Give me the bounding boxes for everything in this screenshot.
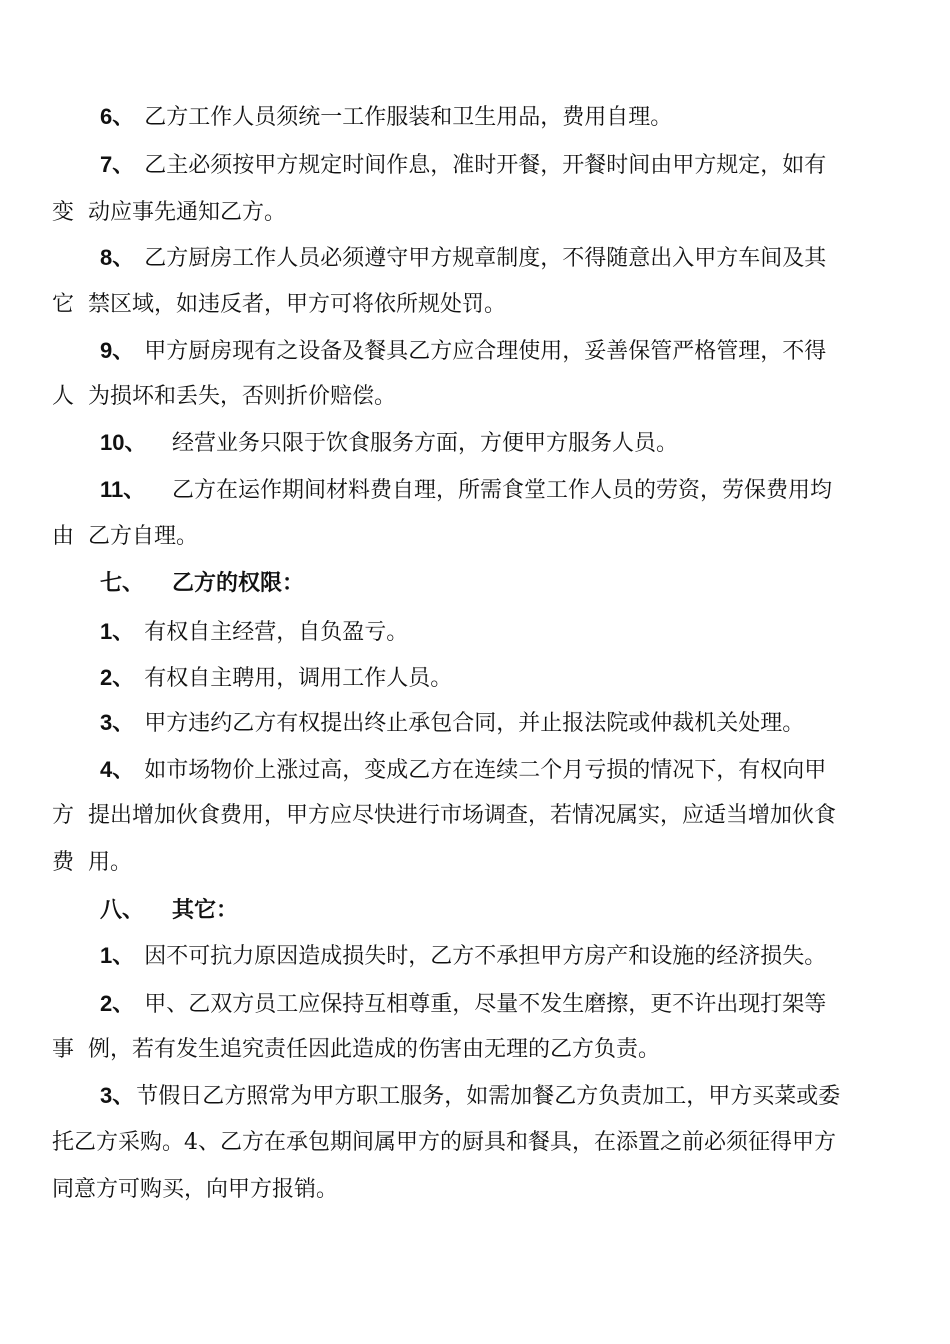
- clause-text: 乙主必须按甲方规定时间作息，准时开餐，开餐时间由甲方规定，如有: [144, 153, 827, 178]
- clause-10: [100, 429, 678, 458]
- s8-clause-3-cont: [52, 1129, 836, 1157]
- clause-text-lead: 费: [52, 850, 75, 875]
- clause-number: 3、: [100, 1083, 135, 1108]
- clause-number: 9、: [100, 338, 135, 363]
- clause-text: 有权自主聘用，调用工作人员。: [144, 666, 453, 691]
- clause-text-lead: 方: [52, 803, 75, 828]
- clause-text-lead: 它: [52, 292, 75, 317]
- clause-text: 乙方厨房工作人员必须遵守甲方规章制度，不得随意出入甲方车间及其: [144, 246, 827, 271]
- section-7-heading: [100, 570, 304, 598]
- clause-number: 4、: [100, 757, 135, 782]
- clause-8: [100, 244, 826, 273]
- clause-text-lead: 事: [52, 1037, 75, 1062]
- clause-text-cont: 动应事先通知乙方。: [88, 200, 287, 225]
- s7-clause-4: [100, 756, 826, 785]
- clause-number: 2、: [100, 991, 135, 1016]
- clause-text: 有权自主经营，自负盈亏。: [144, 620, 409, 645]
- s8-clause-2-cont: [52, 1036, 660, 1064]
- clause-text-lead: 由: [52, 524, 75, 549]
- clause-7: [100, 151, 826, 180]
- clause-text-cont: 禁区域，如违反者，甲方可将依所规处罚。: [88, 292, 507, 317]
- clause-text: 甲方违约乙方有权提出终止承包合同，并止报法院或仲裁机关处理。: [144, 711, 805, 736]
- s8-clause-3: [100, 1082, 840, 1111]
- clause-number: 6、: [100, 104, 135, 129]
- section-title: 其它：: [172, 898, 239, 923]
- clause-text-cont: 同意方可购买，向甲方报销。: [52, 1177, 339, 1202]
- s7-clause-3: [100, 709, 804, 738]
- clause-number: 10、: [100, 430, 147, 455]
- clause-text-cont: 用。: [88, 850, 133, 875]
- clause-6: [100, 103, 672, 132]
- clause-8-cont: [52, 291, 506, 319]
- clause-text: 乙方工作人员须统一工作服装和卫生用品，费用自理。: [144, 105, 673, 130]
- section-8-heading: [100, 897, 238, 925]
- clause-text: 甲方厨房现有之设备及餐具乙方应合理使用，妥善保管严格管理，不得: [144, 339, 827, 364]
- clause-number: 1、: [100, 943, 135, 968]
- clause-number: 7、: [100, 152, 135, 177]
- clause-text: 节假日乙方照常为甲方职工服务，如需加餐乙方负责加工，甲方买菜或委: [136, 1084, 841, 1109]
- clause-text: 经营业务只限于饮食服务方面，方便甲方服务人员。: [172, 431, 679, 456]
- section-title: 乙方的权限：: [172, 571, 305, 596]
- s8-clause-2: [100, 990, 826, 1019]
- clause-text-cont: 托乙方采购。4、乙方在承包期间属甲方的厨具和餐具，在添置之前必须征得甲方: [52, 1130, 836, 1155]
- clause-11-cont: [52, 523, 198, 551]
- section-number: 八、: [100, 898, 145, 923]
- s8-clause-1: [100, 942, 826, 971]
- s7-clause-4-cont2: [52, 849, 132, 877]
- clause-text: 乙方在运作期间材料费自理，所需食堂工作人员的劳资，劳保费用均: [172, 478, 833, 503]
- clause-text: 因不可抗力原因造成损失时，乙方不承担甲方房产和设施的经济损失。: [144, 944, 827, 969]
- s7-clause-2: [100, 664, 452, 693]
- clause-text: 甲、乙双方员工应保持互相尊重，尽量不发生磨擦，更不许出现打架等: [144, 992, 827, 1017]
- clause-text-cont: 为损坏和丢失，否则折价赔偿。: [88, 384, 397, 409]
- clause-number: 1、: [100, 619, 135, 644]
- section-number: 七、: [100, 571, 145, 596]
- clause-number: 2、: [100, 665, 135, 690]
- clause-text-lead: 人: [52, 384, 75, 409]
- clause-text-lead: 变: [52, 200, 75, 225]
- clause-text: 如市场物价上涨过高，变成乙方在连续二个月亏损的情况下，有权向甲: [144, 758, 827, 783]
- clause-number: 3、: [100, 710, 135, 735]
- clause-text-cont: 乙方自理。: [88, 524, 199, 549]
- s7-clause-1: [100, 618, 408, 647]
- s8-clause-3-cont2: [52, 1176, 338, 1204]
- clause-number: 8、: [100, 245, 135, 270]
- clause-text-cont: 例，若有发生追究责任因此造成的伤害由无理的乙方负责。: [88, 1037, 661, 1062]
- clause-9-cont: [52, 383, 396, 411]
- clause-text-cont: 提出增加伙食费用，甲方应尽快进行市场调查，若情况属实，应适当增加伙食: [88, 803, 837, 828]
- clause-number: 11、: [100, 477, 146, 502]
- s7-clause-4-cont: [52, 802, 836, 830]
- clause-7-cont: [52, 199, 286, 227]
- clause-9: [100, 337, 826, 366]
- clause-11: [100, 476, 832, 505]
